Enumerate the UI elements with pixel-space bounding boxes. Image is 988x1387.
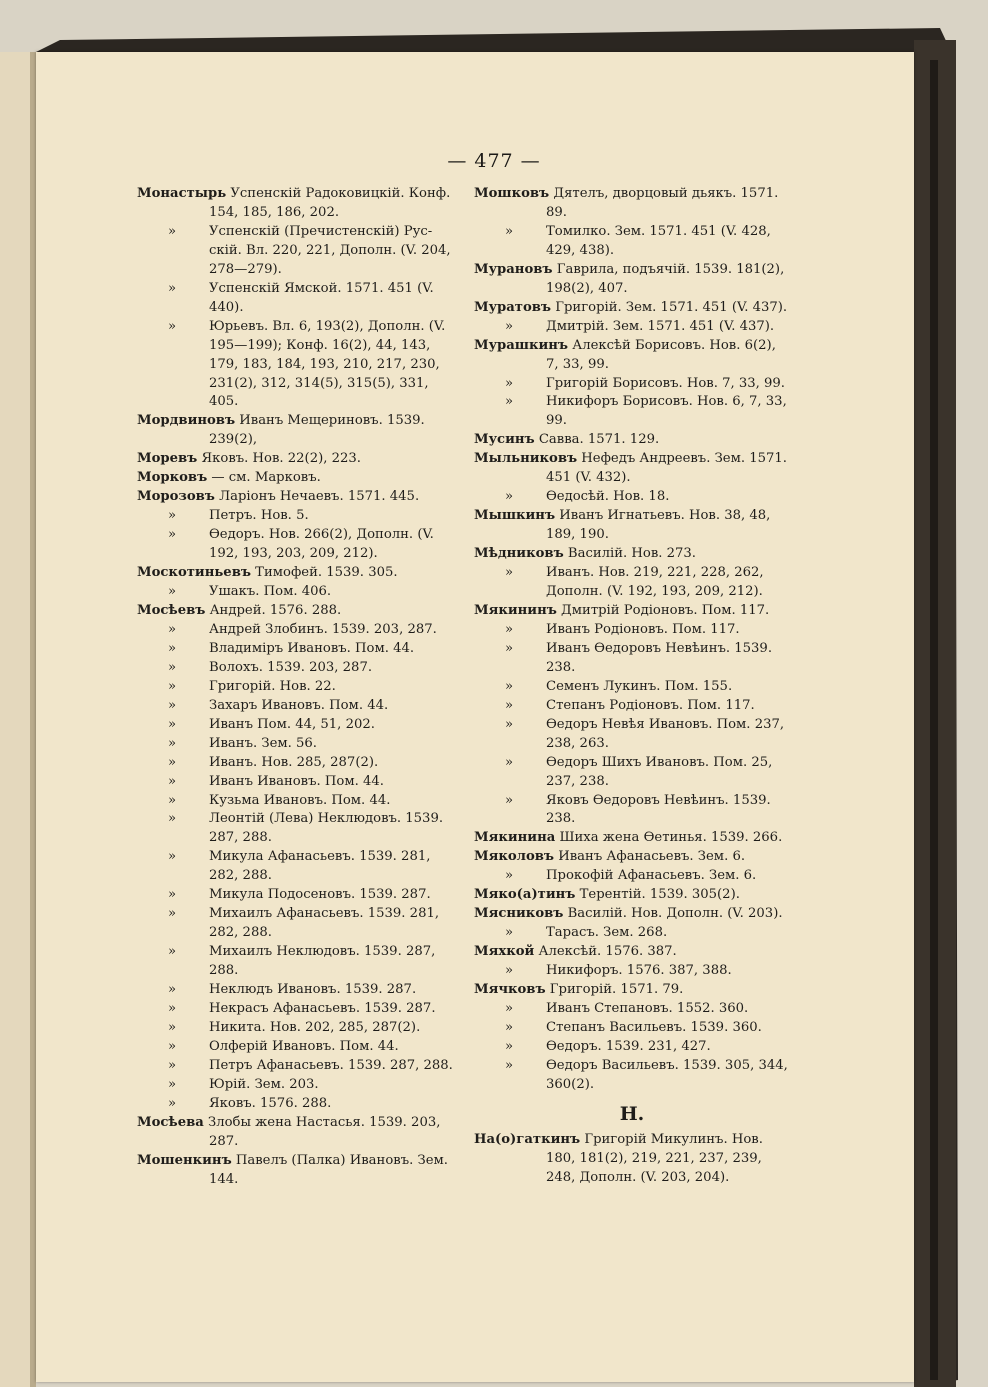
entry-text: Михаилъ Афанасьевъ. 1539. 281, 282, 288. bbox=[209, 906, 440, 941]
entry-text: Иванъ. Нов. 219, 221, 228, 262, Дополн. (V. 192, 193, 209, 212). bbox=[546, 565, 764, 600]
ditto-mark: » bbox=[168, 906, 177, 922]
entry-text: Яковъ. Нов. 22(2), 223. bbox=[197, 451, 361, 467]
entry-text: Некрасъ Афанасьевъ. 1539. 287. bbox=[209, 1000, 436, 1016]
entry-text: Петръ Афанасьевъ. 1539. 287, 288. bbox=[209, 1057, 453, 1073]
index-subentry bbox=[137, 1038, 455, 1057]
index-column-right bbox=[474, 185, 790, 1188]
ditto-mark: » bbox=[505, 489, 514, 505]
ditto-mark: » bbox=[168, 944, 177, 960]
index-subentry bbox=[137, 848, 455, 886]
entry-text: Ларіонъ Нечаевъ. 1571. 445. bbox=[214, 489, 420, 505]
index-subentry bbox=[137, 678, 455, 697]
index-entry bbox=[137, 412, 455, 450]
entry-text: Злобы жена Настасья. 1539. 203, 287. bbox=[203, 1114, 441, 1149]
index-subentry bbox=[137, 1019, 455, 1038]
index-subentry bbox=[137, 621, 455, 640]
entry-text: Григорій. Зем. 1571. 451 (V. 437). bbox=[551, 299, 788, 315]
entry-text: Тимофей. 1539. 305. bbox=[250, 565, 398, 581]
entry-surname: Мыльниковъ bbox=[474, 451, 578, 467]
entry-text: Савва. 1571. 129. bbox=[534, 432, 660, 448]
ditto-mark: » bbox=[168, 1057, 177, 1073]
index-subentry bbox=[474, 488, 790, 507]
index-subentry bbox=[137, 318, 455, 413]
index-entry bbox=[474, 431, 790, 450]
entry-text: Успенскій Радоковицкій. Конф. 154, 185, 186, 202. bbox=[209, 186, 451, 220]
entry-text: Ушакъ. Пом. 406. bbox=[209, 584, 332, 600]
entry-text: Григорій. 1571. 79. bbox=[545, 982, 684, 998]
index-subentry bbox=[137, 1095, 455, 1114]
entry-text: Григорій. Нов. 22. bbox=[209, 678, 336, 694]
entry-text: Михаилъ Неклюдовъ. 1539. 287, 288. bbox=[209, 944, 436, 979]
index-column-left bbox=[137, 185, 455, 1190]
entry-surname: Монастырь bbox=[137, 186, 227, 201]
entry-surname: Мясниковъ bbox=[474, 906, 564, 922]
ditto-mark: » bbox=[168, 223, 177, 239]
index-subentry bbox=[474, 621, 790, 640]
entry-text: Неклюдъ Ивановъ. 1539. 287. bbox=[209, 982, 417, 998]
index-entry bbox=[474, 507, 790, 545]
index-entry bbox=[137, 564, 455, 583]
entry-text: Успенскій (Пречистенскій) Русскій. Вл. 220, 221, Дополн. (V. 204, 278—279). bbox=[209, 223, 451, 277]
ditto-mark: » bbox=[168, 1076, 177, 1092]
entry-text: Өедоръ. Нов. 266(2), Дополн. (V. 192, 193, 203, 209, 212). bbox=[209, 527, 434, 562]
entry-text: Алексѣй Борисовъ. Нов. 6(2), 7, 33, 99. bbox=[546, 337, 776, 372]
entry-surname: Мякинина bbox=[474, 830, 556, 846]
entry-surname: Мячковъ bbox=[474, 982, 546, 998]
ditto-mark: » bbox=[168, 527, 177, 543]
ditto-mark: » bbox=[168, 659, 177, 675]
index-subentry bbox=[474, 1057, 790, 1095]
entry-surname: Москотиньевъ bbox=[137, 565, 251, 581]
index-subentry bbox=[474, 867, 790, 886]
index-subentry bbox=[474, 640, 790, 678]
entry-text: Өедоръ Васильевъ. 1539. 305, 344, 360(2). bbox=[546, 1057, 788, 1092]
ditto-mark: » bbox=[505, 565, 514, 581]
index-subentry bbox=[474, 962, 790, 981]
entry-surname: Мышкинъ bbox=[474, 508, 556, 524]
index-entry bbox=[474, 261, 790, 299]
entry-text: Петръ. Нов. 5. bbox=[209, 508, 309, 524]
entry-text: Юрій. Зем. 203. bbox=[209, 1076, 319, 1092]
index-subentry bbox=[474, 1019, 790, 1038]
entry-text: Никита. Нов. 202, 285, 287(2). bbox=[209, 1019, 421, 1035]
entry-surname: Мошенкинъ bbox=[137, 1152, 232, 1168]
ditto-mark: » bbox=[168, 280, 177, 296]
entry-text: Андрей Злобинъ. 1539. 203, 287. bbox=[209, 621, 437, 637]
index-entry bbox=[474, 829, 790, 848]
entry-surname: Морозовъ bbox=[137, 489, 215, 505]
entry-text: Томилко. Зем. 1571. 451 (V. 428, 429, 438). bbox=[546, 223, 771, 258]
ditto-mark: » bbox=[505, 754, 514, 770]
ditto-mark: » bbox=[505, 318, 514, 334]
ditto-mark: » bbox=[168, 849, 177, 865]
index-subentry bbox=[474, 223, 790, 261]
entry-surname: Мякининъ bbox=[474, 602, 557, 618]
ditto-mark: » bbox=[168, 1000, 177, 1016]
entry-text: Андрей. 1576. 288. bbox=[205, 602, 342, 618]
ditto-mark: » bbox=[505, 1000, 514, 1016]
index-entry bbox=[474, 905, 790, 924]
index-subentry bbox=[474, 318, 790, 337]
index-subentry bbox=[474, 924, 790, 943]
index-subentry bbox=[137, 659, 455, 678]
entry-surname: Мордвиновъ bbox=[137, 413, 236, 429]
entry-text: Юрьевъ. Вл. 6, 193(2), Дополн. (V. 195—199); Конф. 16(2), 44, 143, 179, 183, 184, 193, 210, 217, 230, 231(2), 312, 314(5), 315(5), 331, 405. bbox=[209, 318, 446, 410]
ditto-mark: » bbox=[505, 925, 514, 941]
entry-text: Леонтій (Лева) Неклюдовъ. 1539. 287, 288. bbox=[209, 811, 444, 846]
entry-text: Григорій Микулинъ. Нов. 180, 181(2), 219, 221, 237, 239, 248, Дополн. (V. 203, 204). bbox=[546, 1131, 763, 1185]
entry-text: Павелъ (Палка) Ивановъ. Зем. 144. bbox=[209, 1152, 448, 1187]
entry-text: Иванъ Афанасьевъ. Зем. 6. bbox=[554, 849, 746, 865]
ditto-mark: » bbox=[505, 716, 514, 732]
ditto-mark: » bbox=[505, 963, 514, 979]
entry-text: Дмитрій. Зем. 1571. 451 (V. 437). bbox=[546, 318, 775, 334]
ditto-mark: » bbox=[168, 1095, 177, 1111]
index-entry bbox=[474, 981, 790, 1000]
entry-text: Владиміръ Ивановъ. Пом. 44. bbox=[209, 640, 415, 656]
index-subentry bbox=[474, 564, 790, 602]
index-entry bbox=[474, 545, 790, 564]
entry-surname: На(о)гаткинъ bbox=[474, 1131, 581, 1147]
ditto-mark: » bbox=[505, 394, 514, 410]
index-subentry bbox=[137, 886, 455, 905]
index-subentry bbox=[137, 943, 455, 981]
entry-text: Никифоръ. 1576. 387, 388. bbox=[546, 963, 732, 979]
entry-text: Григорій Борисовъ. Нов. 7, 33, 99. bbox=[546, 375, 785, 391]
index-entry bbox=[474, 886, 790, 905]
index-subentry bbox=[474, 1000, 790, 1019]
entry-text: Гаврила, подъячій. 1539. 181(2), 198(2), 407. bbox=[546, 261, 785, 296]
entry-text: Иванъ Родіоновъ. Пом. 117. bbox=[546, 621, 740, 637]
entry-text: Волохъ. 1539. 203, 287. bbox=[209, 659, 373, 675]
ditto-mark: » bbox=[168, 982, 177, 998]
entry-surname: Муратовъ bbox=[474, 299, 552, 315]
ditto-mark: » bbox=[505, 621, 514, 637]
index-subentry bbox=[137, 810, 455, 848]
entry-text: Иванъ. Зем. 56. bbox=[209, 735, 317, 751]
ditto-mark: » bbox=[505, 792, 514, 808]
index-entry bbox=[474, 450, 790, 488]
index-subentry bbox=[137, 526, 455, 564]
index-subentry bbox=[474, 375, 790, 394]
entry-text: Дмитрій Родіоновъ. Пом. 117. bbox=[556, 602, 770, 618]
index-subentry bbox=[137, 792, 455, 811]
index-entry bbox=[474, 602, 790, 621]
ditto-mark: » bbox=[505, 1057, 514, 1073]
index-subentry bbox=[474, 678, 790, 697]
index-subentry bbox=[137, 905, 455, 943]
ditto-mark: » bbox=[168, 678, 177, 694]
entry-text: — см. Марковъ. bbox=[207, 470, 321, 486]
index-subentry bbox=[137, 773, 455, 792]
index-entry bbox=[474, 1131, 790, 1188]
entry-text: Кузьма Ивановъ. Пом. 44. bbox=[209, 792, 391, 808]
ditto-mark: » bbox=[168, 621, 177, 637]
entry-surname: Мурановъ bbox=[474, 261, 553, 277]
ditto-mark: » bbox=[168, 887, 177, 903]
entry-text: Степанъ Васильевъ. 1539. 360. bbox=[546, 1019, 762, 1035]
section-letter-heading: Н. bbox=[619, 1102, 645, 1125]
entry-surname: Мурашкинъ bbox=[474, 337, 569, 353]
ditto-mark: » bbox=[505, 678, 514, 694]
entry-surname: Морковъ bbox=[137, 470, 208, 486]
entry-text: Иванъ. Нов. 285, 287(2). bbox=[209, 754, 379, 770]
entry-text: Иванъ Пом. 44, 51, 202. bbox=[209, 716, 375, 732]
entry-text: Иванъ Мещериновъ. 1539. 239(2), bbox=[209, 413, 425, 448]
index-subentry bbox=[474, 1038, 790, 1057]
entry-text: Иванъ Игнатьевъ. Нов. 38, 48, 189, 190. bbox=[546, 508, 771, 543]
ditto-mark: » bbox=[505, 223, 514, 239]
entry-text: Василій. Нов. 273. bbox=[563, 546, 697, 562]
entry-text: Дятелъ, дворцовый дьякъ. 1571. 89. bbox=[546, 186, 779, 220]
index-subentry bbox=[474, 792, 790, 830]
entry-text: Терентій. 1539. 305(2). bbox=[575, 887, 740, 903]
index-subentry bbox=[137, 583, 455, 602]
index-subentry bbox=[137, 716, 455, 735]
index-subentry bbox=[474, 393, 790, 431]
entry-text: Яковъ. 1576. 288. bbox=[209, 1095, 332, 1111]
index-subentry bbox=[137, 981, 455, 1000]
entry-text: Василій. Нов. Дополн. (V. 203). bbox=[563, 906, 783, 922]
entry-text: Өедоръ Невѣя Ивановъ. Пом. 237, 238, 263. bbox=[546, 716, 785, 751]
entry-text: Никифоръ Борисовъ. Нов. 6, 7, 33, 99. bbox=[546, 394, 787, 429]
page-number: — 477 — bbox=[447, 150, 541, 172]
entry-surname: Мосѣева bbox=[137, 1114, 204, 1130]
ditto-mark: » bbox=[168, 792, 177, 808]
index-entry bbox=[137, 1152, 455, 1190]
index-entry bbox=[137, 450, 455, 469]
index-entry bbox=[137, 488, 455, 507]
entry-text: Өедоръ. 1539. 231, 427. bbox=[546, 1038, 711, 1054]
index-subentry bbox=[137, 1057, 455, 1076]
entry-text: Иванъ Степановъ. 1552. 360. bbox=[546, 1000, 749, 1016]
ditto-mark: » bbox=[168, 735, 177, 751]
ditto-mark: » bbox=[505, 375, 514, 391]
index-subentry bbox=[474, 697, 790, 716]
entry-text: Захаръ Ивановъ. Пом. 44. bbox=[209, 697, 389, 713]
ditto-mark: » bbox=[168, 584, 177, 600]
ditto-mark: » bbox=[168, 716, 177, 732]
ditto-mark: » bbox=[168, 508, 177, 524]
index-entry bbox=[137, 602, 455, 621]
index-subentry bbox=[474, 754, 790, 792]
index-entry bbox=[474, 299, 790, 318]
ditto-mark: » bbox=[505, 697, 514, 713]
index-subentry bbox=[137, 640, 455, 659]
index-entry bbox=[137, 185, 455, 223]
ditto-mark: » bbox=[168, 697, 177, 713]
entry-text: Олферій Ивановъ. Пом. 44. bbox=[209, 1038, 399, 1054]
entry-surname: Мяко(а)тинъ bbox=[474, 887, 576, 903]
entry-text: Яковъ Өедоровъ Невѣинъ. 1539. 238. bbox=[546, 792, 771, 827]
entry-surname: Мяхкой bbox=[474, 944, 535, 960]
index-subentry bbox=[137, 507, 455, 526]
ditto-mark: » bbox=[168, 640, 177, 656]
entry-text: Шиха жена Өетинья. 1539. 266. bbox=[555, 830, 783, 846]
entry-text: Нефедъ Андреевъ. Зем. 1571. 451 (V. 432). bbox=[546, 451, 787, 486]
index-subentry bbox=[137, 754, 455, 773]
ditto-mark: » bbox=[505, 1038, 514, 1054]
index-subentry bbox=[137, 280, 455, 318]
index-subentry bbox=[137, 223, 455, 280]
ditto-mark: » bbox=[168, 754, 177, 770]
index-subentry bbox=[137, 735, 455, 754]
ditto-mark: » bbox=[168, 773, 177, 789]
entry-text: Микула Афанасьевъ. 1539. 281, 282, 288. bbox=[209, 849, 431, 884]
entry-text: Өедоръ Шихъ Ивановъ. Пом. 25, 237, 238. bbox=[546, 754, 773, 789]
entry-text: Семенъ Лукинъ. Пом. 155. bbox=[546, 678, 733, 694]
ditto-mark: » bbox=[505, 1019, 514, 1035]
entry-text: Иванъ Ивановъ. Пом. 44. bbox=[209, 773, 384, 789]
ditto-mark: » bbox=[505, 640, 514, 656]
ditto-mark: » bbox=[168, 1019, 177, 1035]
entry-text: Алексѣй. 1576. 387. bbox=[534, 944, 677, 960]
ditto-mark: » bbox=[168, 318, 177, 334]
index-entry bbox=[137, 469, 455, 488]
entry-surname: Мусинъ bbox=[474, 432, 535, 448]
entry-surname: Мосѣевъ bbox=[137, 602, 206, 618]
ditto-mark: » bbox=[168, 811, 177, 827]
entry-surname: Мяколовъ bbox=[474, 849, 555, 865]
index-subentry bbox=[474, 716, 790, 754]
entry-surname: Моревъ bbox=[137, 451, 198, 467]
entry-text: Прокофій Афанасьевъ. Зем. 6. bbox=[546, 868, 757, 884]
index-entry bbox=[474, 848, 790, 867]
entry-surname: Мошковъ bbox=[474, 186, 550, 201]
ditto-mark: » bbox=[505, 868, 514, 884]
index-entry bbox=[474, 337, 790, 375]
index-entry bbox=[137, 1114, 455, 1152]
entry-text: Иванъ Өедоровъ Невѣинъ. 1539. 238. bbox=[546, 640, 773, 675]
index-subentry bbox=[137, 697, 455, 716]
entry-text: Степанъ Родіоновъ. Пом. 117. bbox=[546, 697, 755, 713]
index-entry bbox=[474, 943, 790, 962]
index-subentry bbox=[137, 1076, 455, 1095]
entry-text: Тарасъ. Зем. 268. bbox=[546, 925, 668, 941]
ditto-mark: » bbox=[168, 1038, 177, 1054]
entry-text: Микула Подосеновъ. 1539. 287. bbox=[209, 887, 431, 903]
entry-surname: Мѣдниковъ bbox=[474, 546, 564, 562]
entry-text: Успенскій Ямской. 1571. 451 (V. 440). bbox=[209, 280, 434, 315]
index-subentry bbox=[137, 1000, 455, 1019]
index-entry bbox=[474, 185, 790, 223]
entry-text: Өедосѣй. Нов. 18. bbox=[546, 489, 670, 505]
